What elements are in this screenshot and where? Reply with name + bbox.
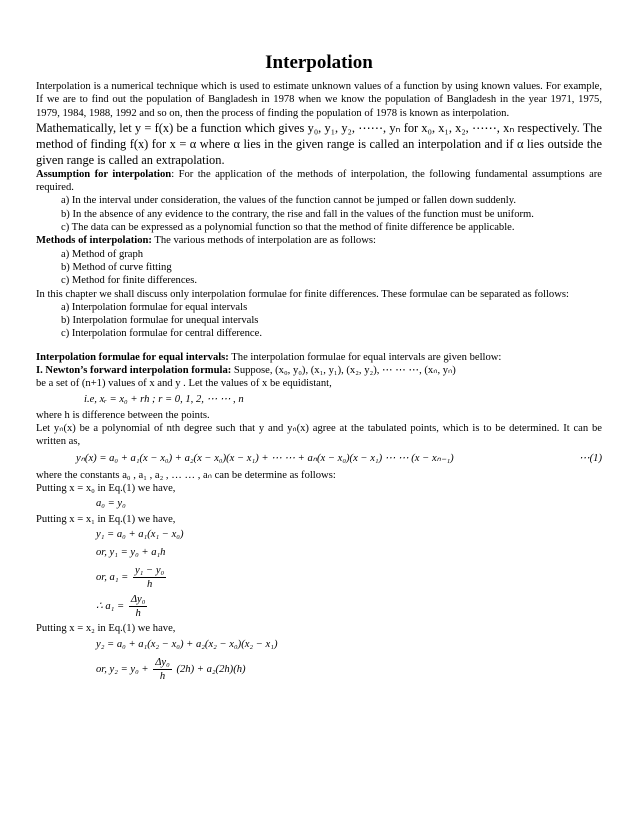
math-definition-paragraph: Mathematically, let y = f(x) be a function which gives y₀, y₁, y₂, ⋯⋯, yₙ for x₀, x₁, x₂, ⋯⋯, xₙ respectively. The method of finding f(x) for x = α where α lies in the given range is called an interpolation and if α lies outside the given range is called an extrapolation. <box>36 120 602 167</box>
assumption-list <box>36 194 602 234</box>
fraction-denominator: h <box>159 670 166 682</box>
equation-1 <box>76 449 602 469</box>
fraction-numerator: y₁ − y₀ <box>134 565 165 577</box>
fraction-denominator: h <box>135 608 141 620</box>
newton-paragraph <box>36 364 602 377</box>
formulae-list <box>36 301 602 341</box>
where-h-paragraph: where h is difference between the points. <box>36 409 210 421</box>
equation-y1: y₁ = a₀ + a₁(x₁ − x₀) <box>96 529 184 541</box>
intro-paragraph: Interpolation is a numerical technique which is used to estimate unknown values of a function by using known values. For example, If we are to find out the population of Bangladesh in 1978 when we know the population of Bangladesh in the year 1971, 1975, 1979, 1984, 1988, 1992 and so on, then the process of finding the population of 1978 is known as interpolation. <box>36 81 602 119</box>
methods-text: The various methods of interpolation are as follows: <box>151 235 376 247</box>
methods-heading: Methods of interpolation: <box>36 235 152 247</box>
fraction-numerator: Δy₀ <box>155 656 170 668</box>
equation-therefore-lhs: ∴ a₁ = <box>96 601 125 613</box>
document-page <box>36 52 602 685</box>
list-item: a) Method of graph <box>61 248 144 260</box>
list-item: b) Interpolation formulae for unequal intervals <box>61 315 259 327</box>
chapter-paragraph: In this chapter we shall discuss only interpolation formulae for finite differences. These formulae can be separated as follows: <box>36 288 569 300</box>
assumption-heading: Assumption for interpolation <box>36 168 172 180</box>
equal-intervals-heading: Interpolation formulae for equal intervals: <box>36 351 229 363</box>
list-item: c) The data can be expressed as a polynomial function so that the method of finite difference be applicable. <box>61 222 515 234</box>
assumption-paragraph <box>36 168 602 195</box>
equation-y2: y₂ = a₀ + a₁(x₂ − x₀) + a₂(x₂ − x₀)(x₂ − x₁) <box>96 638 278 650</box>
page-title: Interpolation <box>265 52 373 73</box>
list-item: c) Method for finite differences. <box>61 275 197 287</box>
equation-a0: a₀ = y₀ <box>96 498 126 510</box>
methods-list <box>36 248 602 288</box>
putting-x1: Putting x = x₁ in Eq.(1) we have, <box>36 514 176 526</box>
fraction <box>153 656 172 683</box>
equidistant-equation: i.e, xᵣ = x₀ + rh ; r = 0, 1, 2, ⋯ ⋯ , n <box>84 393 244 405</box>
fraction-numerator: Δy₀ <box>130 594 146 606</box>
putting-x0: Putting x = x₀ in Eq.(1) we have, <box>36 482 176 494</box>
set-paragraph: be a set of (n+1) values of x and y . Let the values of x be equidistant, <box>36 378 332 390</box>
equation-or-y1: or, y₁ = y₀ + a₁h <box>96 547 166 559</box>
equation-or-a1 <box>96 564 602 591</box>
equation-or-y2-rhs: (2h) + a₂(2h)(h) <box>176 663 246 675</box>
equation-1-tag: ⋯(1) <box>579 452 602 464</box>
equal-intervals-text: The interpolation formulae for equal intervals are given bellow: <box>228 351 502 363</box>
equation-1-body: yₙ(x) = a₀ + a₁(x − x₀) + a₂(x − x₀)(x − x₁) + ⋯ ⋯ + aₙ(x − x₀)(x − x₁) ⋯ ⋯ (x − xₙ₋₁) <box>76 452 454 464</box>
equation-or-a1-lhs: or, a₁ = <box>96 572 129 584</box>
assumption-text: : For the application of the methods of interpolation, the following fundamental assumptions are required. <box>36 168 602 194</box>
methods-paragraph <box>36 234 602 247</box>
list-item: a) Interpolation formulae for equal intervals <box>61 301 248 313</box>
list-item: a) In the interval under consideration, the values of the function cannot be jumped or fallen down suddenly. <box>61 195 516 207</box>
equation-or-y2-lhs: or, y₂ = y₀ + <box>96 663 149 675</box>
equation-therefore-a1 <box>96 593 602 620</box>
constants-paragraph: where the constants a₀ , a₁ , a₂ , … … , aₙ can be determine as follows: <box>36 469 336 481</box>
fraction <box>133 564 166 591</box>
fraction-denominator: h <box>146 579 153 591</box>
polynomial-paragraph: Let yₙ(x) be a polynomial of nth degree such that y and yₙ(x) agree at the tabulated points, which is to be determined. It can be written as, <box>36 422 602 448</box>
equal-intervals-paragraph <box>36 351 602 364</box>
equation-or-y2 <box>96 656 602 683</box>
list-item: c) Interpolation formulae for central difference. <box>61 328 262 340</box>
fraction <box>129 593 148 620</box>
newton-text: Suppose, (x₀, y₀), (x₁, y₁), (x₂, y₂), ⋯ ⋯ ⋯, (xₙ, yₙ) <box>231 365 456 377</box>
list-item: b) Method of curve fitting <box>61 261 172 273</box>
newton-heading: I. Newton’s forward interpolation formula: <box>36 365 232 377</box>
putting-x2: Putting x = x₂ in Eq.(1) we have, <box>36 623 176 635</box>
list-item: b) In the absence of any evidence to the contrary, the rise and fall in the values of the function must be uniform. <box>61 208 534 220</box>
